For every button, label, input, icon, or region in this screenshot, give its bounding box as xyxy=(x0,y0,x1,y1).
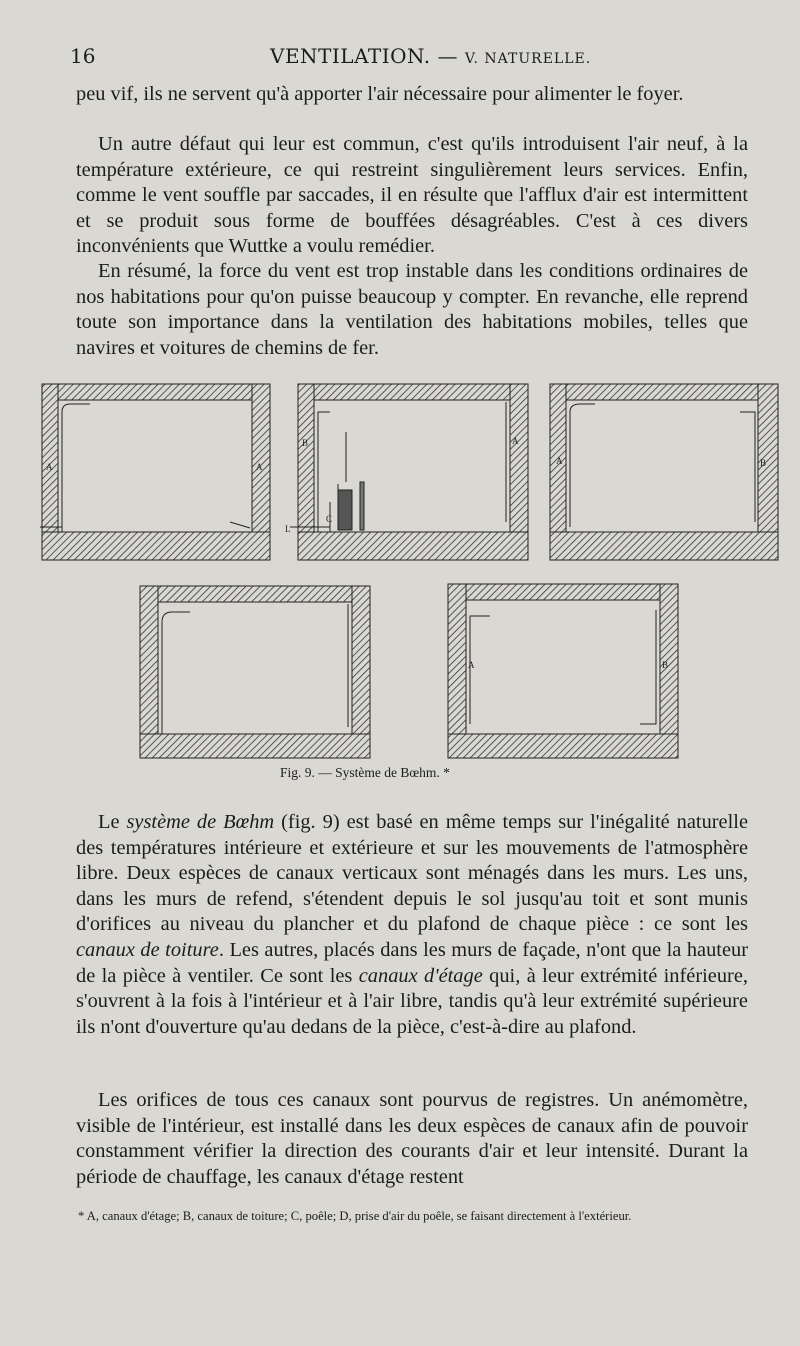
paragraph-4: Le système de Bœhm (fig. 9) est basé en même temps sur l'inégalité naturelle des températures intérieure et extérieure et sur les mouvements de l'atmosphère libre. Deux espèces de canaux verticaux sont ménagés dans les murs. Les uns, dans les murs de refend, s'étendent depuis le sol jusqu'au toit et sont munis d'orifices au niveau du plancher et du plafond de chaque pièce : ce sont les canaux de toiture. Les autres, placés dans les murs de façade, n'ont que la hauteur de la pièce à ventiler. Ce sont les canaux d'étage qui, à leur extrémité inférieure, s'ouvrent à la fois à l'intérieur et à l'air libre, tandis qu'à leur extrémité supérieure ils n'ont d'ouverture qu'au dedans de la pièce, c'est-à-dire au plafond. xyxy=(76,811,748,1038)
footnote: * A, canaux d'étage; B, canaux de toiture; C, poêle; D, prise d'air du poêle, se faisant directement à l'extérieur. xyxy=(78,1209,632,1223)
page-number: 16 xyxy=(70,44,96,68)
label-b-3: B xyxy=(662,660,669,670)
running-title: VENTILATION. — V. NATURELLE. xyxy=(270,44,592,68)
page-header xyxy=(70,44,750,74)
label-a-2: A xyxy=(256,462,263,472)
label-b-2: B xyxy=(760,458,767,468)
label-c: C xyxy=(326,514,333,524)
label-l: L xyxy=(285,524,291,534)
paragraph-3: En résumé, la force du vent est trop instable dans les conditions ordinaires de nos habitations pour qu'on puisse beaucoup y compter. En revanche, elle reprend toute son importance dans la ventilation des habitations mobiles, telles que navires et voitures de chemins de fer. xyxy=(76,260,748,359)
figure-caption: Fig. 9. — Système de Bœhm. * xyxy=(280,765,450,780)
paragraph-5: Les orifices de tous ces canaux sont pourvus de registres. Un anémomètre, visible de l'intérieur, est installé dans les deux espèces de canaux afin de pouvoir constamment vérifier la direction des courants d'air et leur intensité. Durant la période de chauffage, les canaux d'étage restent xyxy=(76,1089,748,1188)
label-a-4: A xyxy=(556,456,563,466)
paragraph-2: Un autre défaut qui leur est commun, c'est qu'ils introduisent l'air neuf, à la température extérieure, ce qui restreint singulièrement leurs services. Enfin, comme le vent souffle par saccades, il en résulte que l'afflux d'air est intermittent et se produit sous forme de bouffées désagréables. C'est à ces divers inconvénients que Wuttke a voulu remédier. xyxy=(76,133,748,258)
paragraph-1: peu vif, ils ne servent qu'à apporter l'air nécessaire pour alimenter le foyer. xyxy=(76,83,684,105)
label-a-5: A xyxy=(468,660,475,670)
label-a-3: A xyxy=(512,436,519,446)
figure-9-diagram xyxy=(0,372,800,772)
label-b-1: B xyxy=(302,438,309,448)
label-a-1: A xyxy=(46,462,53,472)
